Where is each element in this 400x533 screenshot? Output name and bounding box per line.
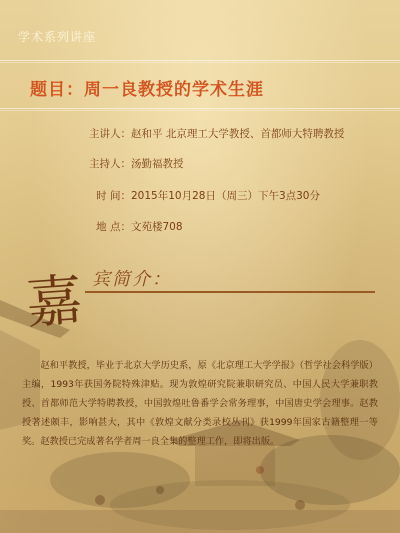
time-label: 时 间： <box>96 190 131 202</box>
host-label: 主持人： <box>89 158 131 170</box>
lecture-series-label: 学术系列讲座 <box>18 30 97 44</box>
place-label: 地 点： <box>96 221 131 233</box>
speaker-label: 主讲人： <box>89 128 131 140</box>
guest-intro-heading: 宾简介： <box>92 269 172 290</box>
guest-biography: 赵和平教授，毕业于北京大学历史系，原《北京理工大学学报》（哲学社会科学版）主编，1993年获国务院特殊津贴。现为敦煌研究院兼职研究员、中国人民大学兼职教授、首都师范大学特聘教授，中国敦煌吐鲁番学会常务理事，中国唐史学会理事。赵教授著述颇丰，影响甚大，其中《敦煌文献分类录校丛刊》获1999年国家古籍整理一等奖。赵教授已完成著名学者周一良全集的整理工作，即将出版。 <box>22 360 378 447</box>
time-value: 2015年10月28日（周三）下午3点30分 <box>131 190 320 202</box>
speaker-value: 赵和平 北京理工大学教授、首都师大特聘教授 <box>131 128 345 140</box>
place-value: 文苑楼708 <box>131 221 183 233</box>
lecture-title: 题目：周一良教授的学术生涯 <box>30 80 264 100</box>
intro-underline <box>85 291 375 293</box>
host-value: 汤勤福教授 <box>131 158 184 170</box>
guest-intro-glyph: 嘉 <box>24 268 85 337</box>
